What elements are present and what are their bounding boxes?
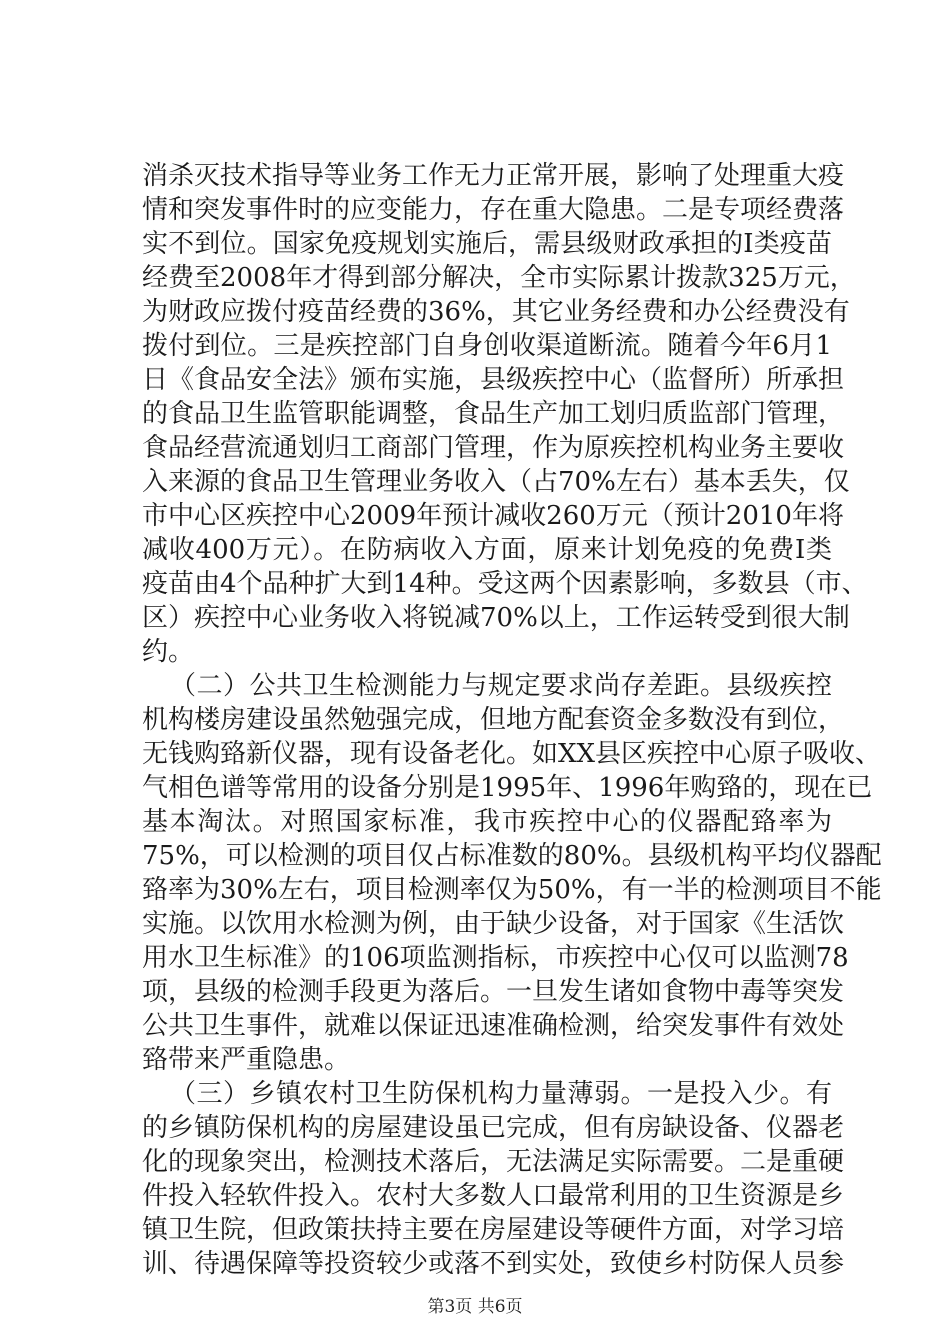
text-line: 基本淘汰。对照国家标准，我市疾控中心的仪器配臵率为 [142,807,832,837]
text-line: 75%，可以检测的项目仅占标准数的80%。县级机构平均仪器配 [142,841,882,871]
section-heading-2: （二）公共卫生检测能力与规定要求尚存差距。县级疾控 [170,671,832,701]
text-line: 实不到位。国家免疫规划实施后，需县级财政承担的Ⅰ类疫苗 [142,229,832,259]
text-line: 无钱购臵新仪器，现有设备老化。如XX县区疾控中心原子吸收、 [142,739,882,769]
text-line: 入来源的食品卫生管理业务收入（占70%左右）基本丢失，仅 [142,467,850,497]
text-line: 臵带来严重隐患。 [142,1045,351,1075]
text-line: 臵率为30%左右，项目检测率仅为50%，有一半的检测项目不能 [142,875,882,905]
text-line: 化的现象突出，检测技术落后，无法满足实际需要。二是重硬 [142,1147,845,1177]
text-line: 消杀灭技术指导等业务工作无力正常开展，影响了处理重大疫 [142,161,845,191]
text-line: 镇卫生院，但政策扶持主要在房屋建设等硬件方面，对学习培 [142,1215,845,1245]
text-line: 日《食品安全法》颁布实施，县级疾控中心（监督所）所承担 [142,365,845,395]
text-line: 情和突发事件时的应变能力，存在重大隐患。二是专项经费落 [142,195,845,225]
text-line: 训、待遇保障等投资较少或落不到实处，致使乡村防保人员参 [142,1249,845,1279]
text-line: 件投入轻软件投入。农村大多数人口最常利用的卫生资源是乡 [142,1181,845,1211]
text-line: 约。 [142,637,195,667]
text-line: 疫苗由4个品种扩大到14种。受这两个因素影响，多数县（市、 [142,569,868,599]
text-line: 减收400万元）。在防病收入方面，原来计划免疫的免费Ⅰ类 [142,535,832,565]
page-number-footer: 第3页 共6页 [427,1297,523,1317]
text-line: 气相色谱等常用的设备分别是1995年、1996年购臵的，现在已 [142,773,873,803]
text-line: 经费至2008年才得到部分解决，全市实际累计拨款325万元， [142,263,856,293]
text-line: 为财政应拨付疫苗经费的36%，其它业务经费和办公经费没有 [142,297,850,327]
text-line: 公共卫生事件，就难以保证迅速准确检测，给突发事件有效处 [142,1011,845,1041]
text-line: 区）疾控中心业务收入将锐减70%以上，工作运转受到很大制 [142,603,850,633]
text-line: 项，县级的检测手段更为落后。一旦发生诸如食物中毒等突发 [142,977,845,1007]
text-line: 实施。以饮用水检测为例，由于缺少设备，对于国家《生活饮 [142,909,845,939]
text-line: 食品经营流通划归工商部门管理，作为原疾控机构业务主要收 [142,433,845,463]
section-heading-3: （三）乡镇农村卫生防保机构力量薄弱。一是投入少。有 [170,1079,832,1109]
text-line: 市中心区疾控中心2009年预计减收260万元（预计2010年将 [142,501,844,531]
text-line: 机构楼房建设虽然勉强完成，但地方配套资金多数没有到位， [142,705,845,735]
text-line: 的乡镇防保机构的房屋建设虽已完成，但有房缺设备、仪器老 [142,1113,845,1143]
text-line: 用水卫生标准》的106项监测指标，市疾控中心仅可以监测78 [142,943,849,973]
text-line: 的食品卫生监管职能调整，食品生产加工划归质监部门管理， [142,399,845,429]
text-line: 拨付到位。三是疾控部门自身创收渠道断流。随着今年6月1 [142,331,832,361]
